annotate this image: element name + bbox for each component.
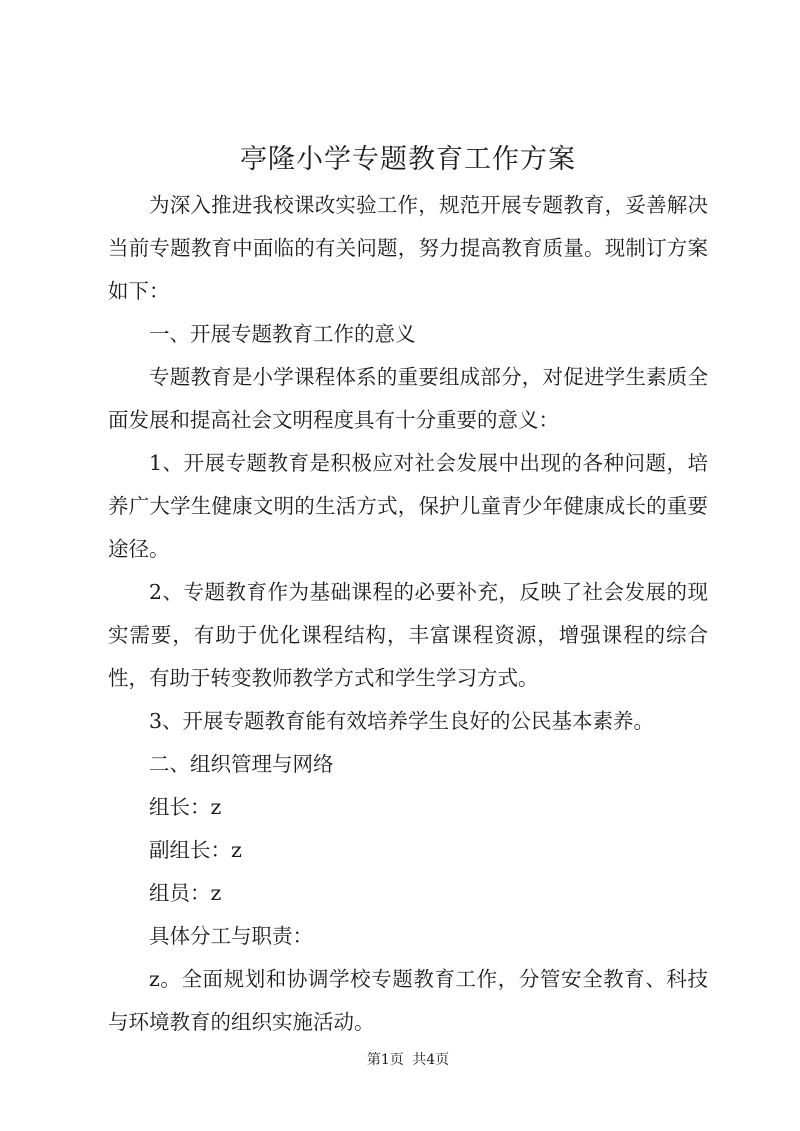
duties-paragraph: z。全面规划和协调学校专题教育工作，分管安全教育、科技与环境教育的组织实施活动。: [108, 967, 708, 1034]
point-2-paragraph: 2、专题教育作为基础课程的必要补充，反映了社会发展的现实需要，有助于优化课程结构，丰富课程资源，增强课程的综合性，有助于转变教师教学方式和学生学习方式。: [108, 580, 708, 690]
members-line: 组员：z: [149, 881, 222, 905]
point-1-paragraph: 1、开展专题教育是积极应对社会发展中出现的各种问题，培养广大学生健康文明的生活方式，保护儿童青少年健康成长的重要途径。: [108, 451, 708, 561]
section-heading-organization: 二、组织管理与网络: [149, 752, 334, 776]
document-body: [108, 184, 708, 1044]
deputy-leader-line: 副组长：z: [149, 838, 242, 862]
intro-paragraph: 为深入推进我校课改实验工作，规范开展专题教育，妥善解决当前专题教育中面临的有关问题，努力提高教育质量。现制订方案如下：: [108, 193, 708, 303]
point-3-paragraph: 3、开展专题教育能有效培养学生良好的公民基本素养。: [149, 709, 655, 733]
page-total: 共4页: [412, 1052, 450, 1068]
duties-heading: 具体分工与职责：: [149, 924, 313, 948]
section-heading-significance: 一、开展专题教育工作的意义: [149, 322, 416, 346]
document-title: 亭隆小学专题教育工作方案: [240, 144, 576, 175]
significance-paragraph: 专题教育是小学课程体系的重要组成部分，对促进学生素质全面发展和提高社会文明程度具有十分重要的意义：: [108, 365, 708, 432]
page-number: 第1页: [366, 1052, 404, 1068]
page-footer: [108, 1050, 708, 1070]
leader-line: 组长：z: [149, 795, 222, 819]
document-page: [108, 0, 708, 1131]
